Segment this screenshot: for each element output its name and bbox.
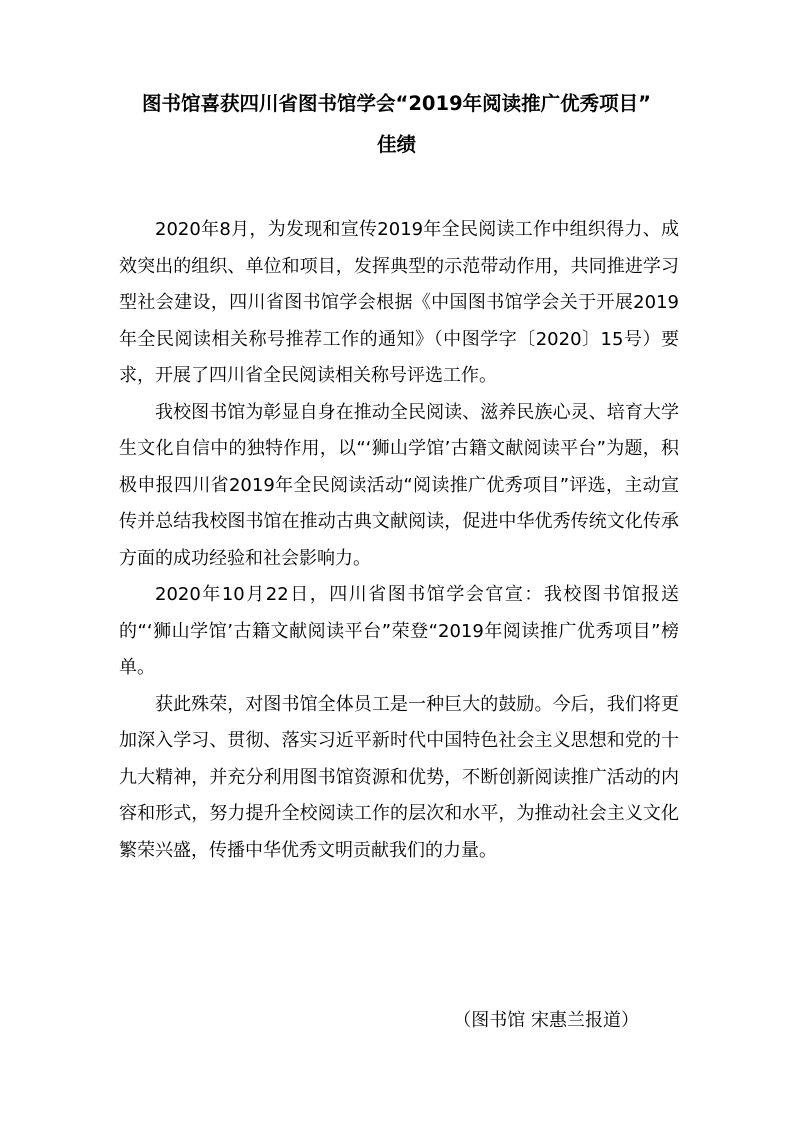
paragraph-2: 我校图书馆为彰显自身在推动全民阅读、滋养民族心灵、培育大学生文化自信中的独特作用，以“‘狮山学馆’古籍文献阅读平台”为题，积极申报四川省2019年全民阅读活动“阅读推广优秀项目”评选，主动宣传并总结我校图书馆在推动古典文献阅读，促进中华优秀传统文化传承方面的成功经验和社会影响力。 xyxy=(119,401,679,569)
paragraph-3: 2020年10月22日，四川省图书馆学会官宣：我校图书馆报送的“‘狮山学馆’古籍文献阅读平台”荣登“2019年阅读推广优秀项目”榜单。 xyxy=(119,584,679,678)
paragraph-1: 2020年8月，为发现和宣传2019年全民阅读工作中组织得力、成效突出的组织、单位和项目，发挥典型的示范带动作用，共同推进学习型社会建设，四川省图书馆学会根据《中国图书馆学会关于开展2019年全民阅读相关称号推荐工作的通知》（中图学字〔2020〕15号）要求，开展了四川省全民阅读相关称号评选工作。 xyxy=(119,219,679,386)
document-title-line-1: 图书馆喜获四川省图书馆学会“2019年阅读推广优秀项目” xyxy=(142,92,651,115)
document-title-line-2: 佳绩 xyxy=(376,133,416,156)
byline: （图书馆 宋惠兰报道） xyxy=(453,1010,639,1031)
document-body xyxy=(119,212,679,869)
paragraph-4: 获此殊荣，对图书馆全体员工是一种巨大的鼓励。今后，我们将更加深入学习、贯彻、落实习近平新时代中国特色社会主义思想和党的十九大精神，并充分利用图书馆资源和优势，不断创新阅读推广活动的内容和形式，努力提升全校阅读工作的层次和水平，为推动社会主义文化繁荣兴盛，传播中华优秀文明贡献我们的力量。 xyxy=(119,693,679,861)
